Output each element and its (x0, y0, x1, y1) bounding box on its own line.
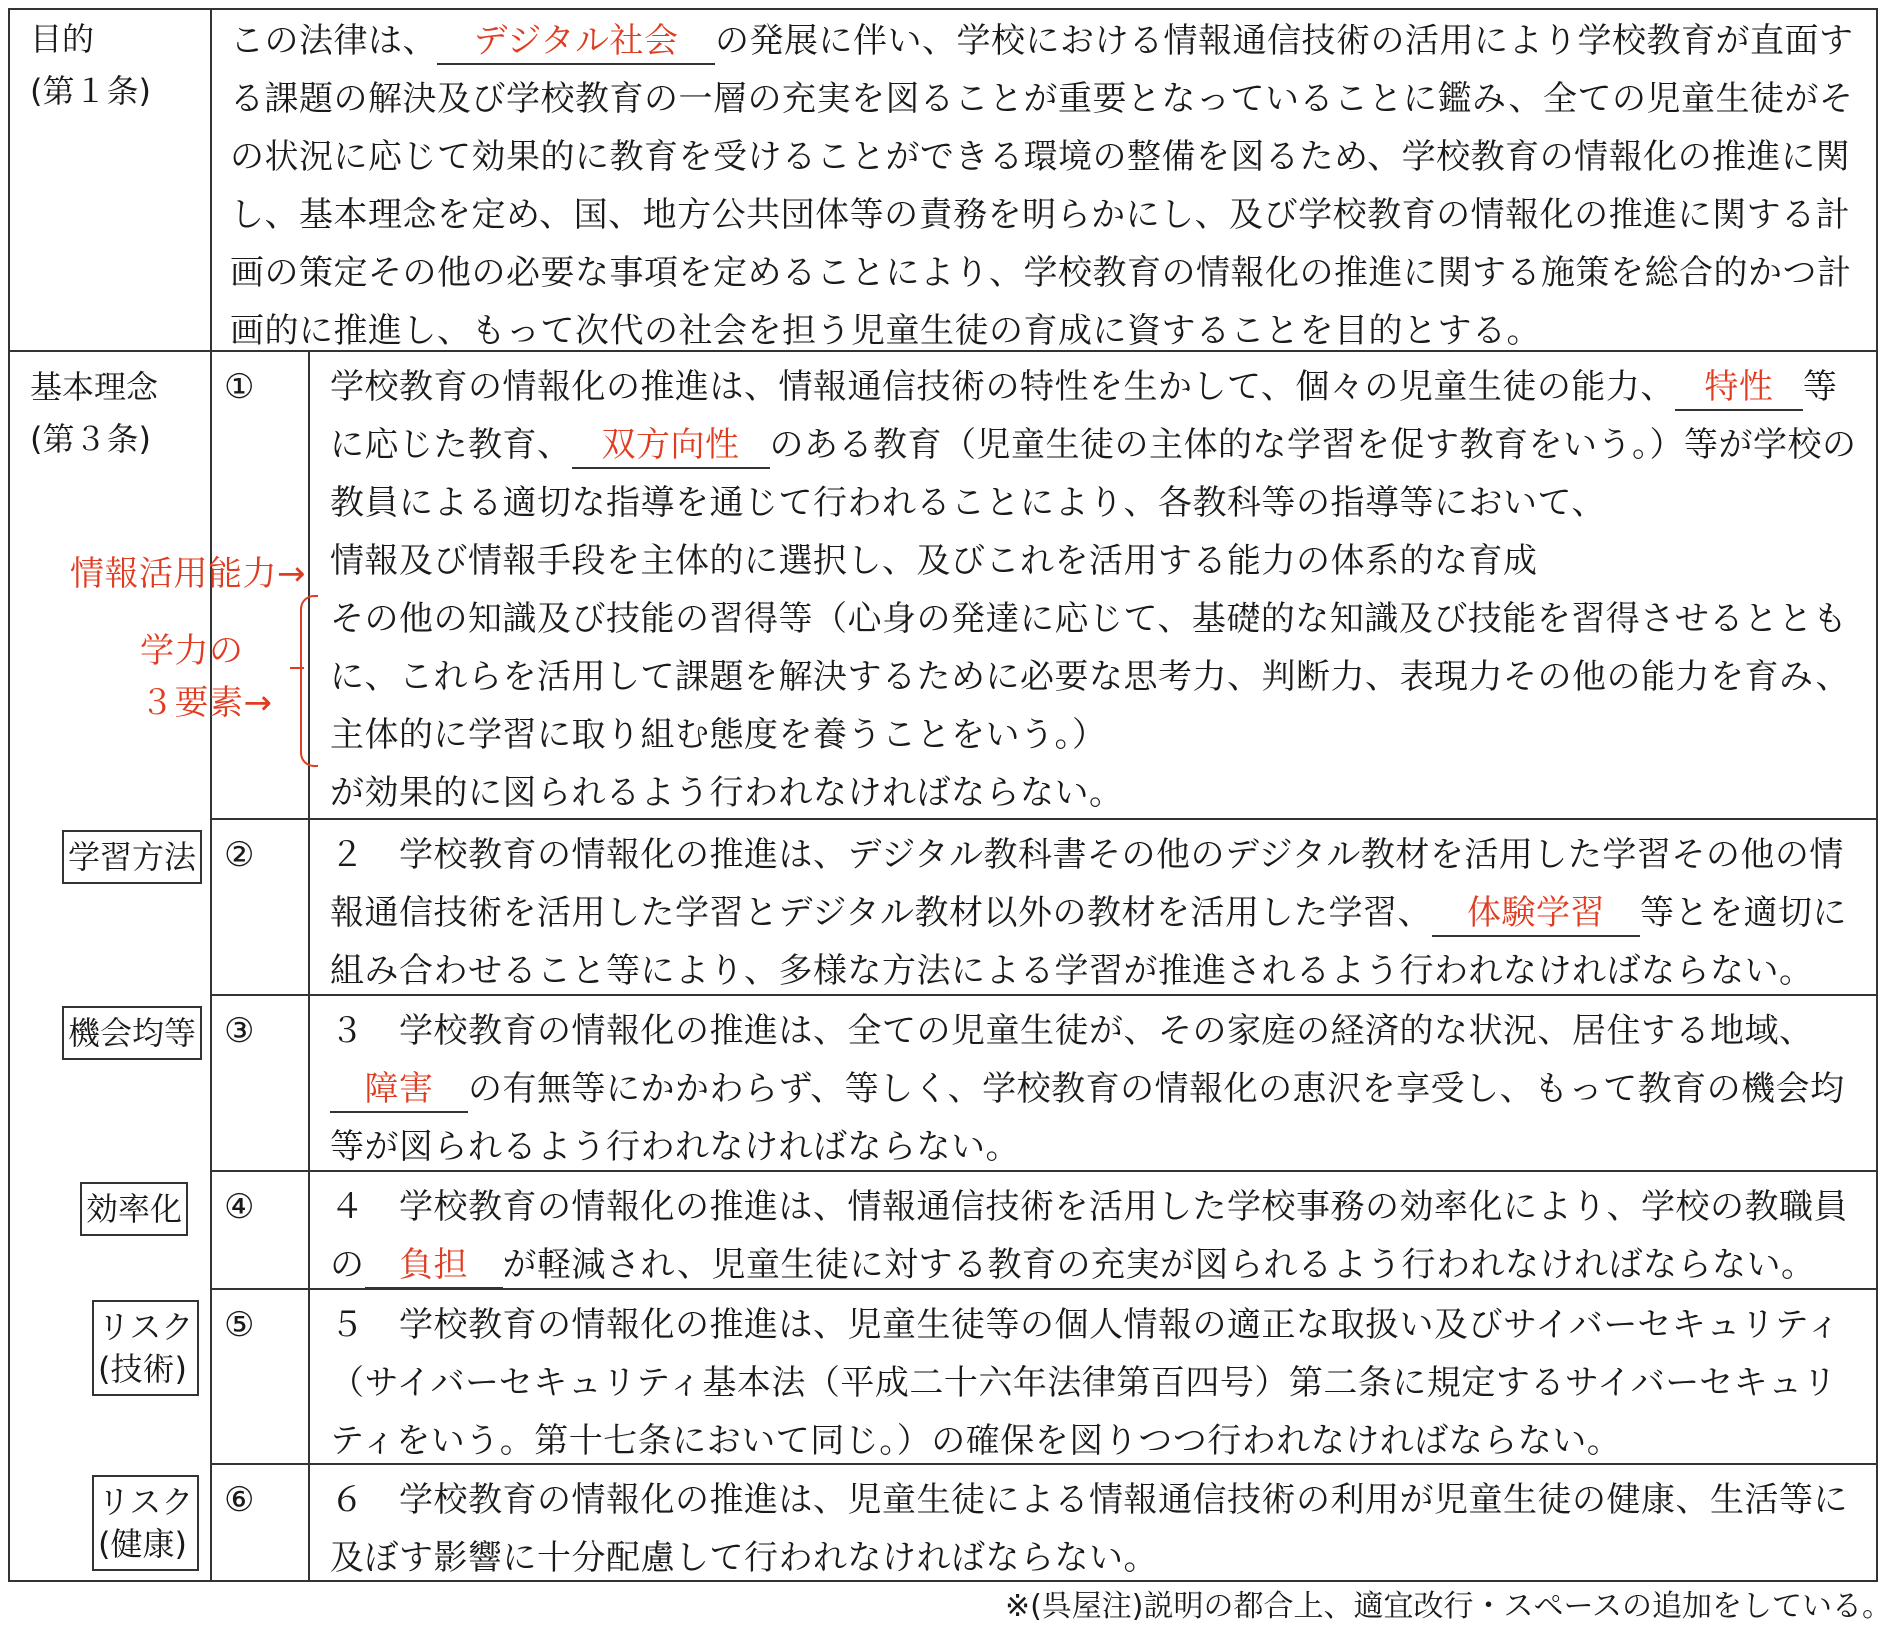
item-3-line2-post: の有無等にかかわらず、等しく、学校教育の情報化の恵沢を享受し、もって教育の機会均 (468, 1069, 1845, 1109)
item-1-line: 教員による適切な指導を通じて行われることにより、各教科等の指導等において、 (330, 483, 1606, 523)
purpose-label: 目的 (30, 20, 95, 58)
purpose-line1-post: の発展に伴い、学校における情報通信技術の活用により学校教育が直面す (715, 21, 1854, 61)
item-1-text (330, 358, 1875, 822)
blank-digital-society: デジタル社会 (437, 21, 715, 65)
tag-risk-technical-line2: (技術) (98, 1350, 187, 1388)
tag-risk-health-line1: リスク (98, 1483, 194, 1521)
footnote: ※(呉屋注)説明の都合上、適宜改行・スペースの追加をしている。 (1004, 1589, 1892, 1624)
item-number-6: ⑥ (224, 1480, 255, 1520)
item-1-line (330, 416, 1875, 474)
item-1-line1-pre: 学校教育の情報化の推進は、情報通信技術の特性を生かして、個々の児童生徒の能力、 (330, 367, 1675, 407)
item-number-3: ③ (224, 1011, 255, 1051)
tag-risk-health-line2: (健康) (98, 1525, 187, 1563)
principle-label: 基本理念 (30, 368, 159, 406)
item-2-line: 組み合わせること等により、多様な方法による学習が推進されるよう行われなければならない。 (330, 951, 1814, 991)
item-1-line1-post: 等 (1802, 367, 1838, 407)
note-info-literacy: 情報活用能力→ (70, 554, 306, 594)
item-2-line: ２ 学校教育の情報化の推進は、デジタル教科書その他のデジタル教材を活用した学習その他の情 (330, 835, 1844, 875)
item-3-line: ３ 学校教育の情報化の推進は、全ての児童生徒が、その家庭の経済的な状況、居住する地域、 (330, 1011, 1814, 1051)
item-5-line: ティをいう。第十七条において同じ。）の確保を図りつつ行われなければならない。 (330, 1421, 1622, 1461)
table-right-border (1876, 8, 1878, 1582)
tag-efficiency: 効率化 (80, 1182, 188, 1236)
blank-taiken-gakushu: 体験学習 (1432, 893, 1640, 937)
purpose-line: の状況に応じて効果的に教育を受けることができる環境の整備を図るため、学校教育の情報化の推進に関 (230, 137, 1851, 177)
tag-risk-technical-line1: リスク (98, 1308, 194, 1346)
item-4-text (330, 1178, 1875, 1294)
item-1-line: その他の知識及び技能の習得等（心身の発達に応じて、基礎的な知識及び技能を習得させるととも (330, 599, 1848, 639)
item-3-line: 等が図られるよう行われなければならない。 (330, 1127, 1020, 1167)
purpose-line: 画の策定その他の必要な事項を定めることにより、学校教育の情報化の推進に関する施策を総合的かつ計 (230, 253, 1852, 293)
item-4-line2-pre: の (330, 1245, 365, 1285)
item-4-line: ４ 学校教育の情報化の推進は、情報通信技術を活用した学校事務の効率化により、学校の教職員 (330, 1187, 1848, 1227)
item-number-5: ⑤ (224, 1305, 255, 1345)
item-3-text (330, 1002, 1875, 1176)
blank-tokusei: 特性 (1675, 367, 1803, 411)
item-number-2: ② (224, 835, 255, 875)
tag-risk-health (92, 1475, 199, 1571)
tag-risk-technical (92, 1300, 199, 1396)
item-2-line2-pre: 報通信技術を活用した学習とデジタル教材以外の教材を活用した学習、 (330, 893, 1432, 933)
item-2-line2-post: 等とを適切に (1639, 893, 1847, 933)
blank-futan: 負担 (365, 1245, 503, 1289)
tag-equal-opportunity: 機会均等 (62, 1006, 202, 1060)
item-6-text (330, 1471, 1875, 1587)
purpose-line1-pre: この法律は、 (230, 21, 437, 61)
purpose-text (230, 12, 1870, 360)
purpose-line (230, 12, 1870, 70)
item-1-line: が効果的に図られるよう行われなければならない。 (330, 773, 1124, 813)
item-1-line (330, 358, 1875, 416)
item-number-4: ④ (224, 1187, 255, 1227)
note-gakuryoku-line1: 学力の (140, 631, 244, 671)
item-4-line2-post: が軽減され、児童生徒に対する教育の充実が図られるよう行われなければならない。 (502, 1245, 1816, 1285)
purpose-line: 画的に推進し、もって次代の社会を担う児童生徒の育成に資することを目的とする。 (230, 311, 1541, 351)
item-2-line (330, 884, 1875, 942)
item-4-line (330, 1236, 1875, 1294)
purpose-line: し、基本理念を定め、国、地方公共団体等の責務を明らかにし、及び学校教育の情報化の推進に関する計 (230, 195, 1851, 235)
brace-tip (290, 667, 304, 669)
item-6-line: ６ 学校教育の情報化の推進は、児童生徒による情報通信技術の利用が児童生徒の健康、生活等に (330, 1480, 1848, 1520)
principle-article: (第３条) (30, 420, 151, 458)
item-5-line: （サイバーセキュリティ基本法（平成二十六年法律第百四号）第二条に規定するサイバーセキュリ (330, 1363, 1838, 1403)
table-left-border (8, 8, 10, 1582)
item-1-line: 情報及び情報手段を主体的に選択し、及びこれを活用する能力の体系的な育成 (330, 541, 1538, 581)
item-1-line: に、これらを活用して課題を解決するために必要な思考力、判断力、表現力その他の能力を育み、 (330, 657, 1851, 697)
purpose-article: (第１条) (30, 72, 151, 110)
brace-bracket (300, 595, 318, 767)
item-3-line (330, 1060, 1875, 1118)
item-6-line: 及ぼす影響に十分配慮して行われなければならない。 (330, 1538, 1158, 1578)
number-column-divider (308, 350, 310, 1582)
item-1-line2-pre: に応じた教育、 (330, 425, 572, 465)
table-top-border (8, 8, 1878, 10)
item-5-line: ５ 学校教育の情報化の推進は、児童生徒等の個人情報の適正な取扱い及びサイバーセキュリティ (330, 1305, 1841, 1345)
item-5-text (330, 1296, 1875, 1470)
blank-shogai: 障害 (330, 1069, 468, 1113)
blank-sohokosei: 双方向性 (572, 425, 770, 469)
item-2-text (330, 826, 1875, 1000)
label-column-divider (210, 8, 212, 1582)
item-1-line2-post: のある教育（児童生徒の主体的な学習を促す教育をいう。）等が学校の (769, 425, 1857, 465)
tag-learning-method: 学習方法 (62, 830, 202, 884)
note-gakuryoku-line2: ３要素→ (140, 683, 273, 723)
purpose-line: る課題の解決及び学校教育の一層の充実を図ることが重要となっていることに鑑み、全ての児童生徒がそ (230, 79, 1854, 119)
item-number-1: ① (224, 367, 255, 407)
item-1-line: 主体的に学習に取り組む態度を養うことをいう。） (330, 715, 1107, 755)
